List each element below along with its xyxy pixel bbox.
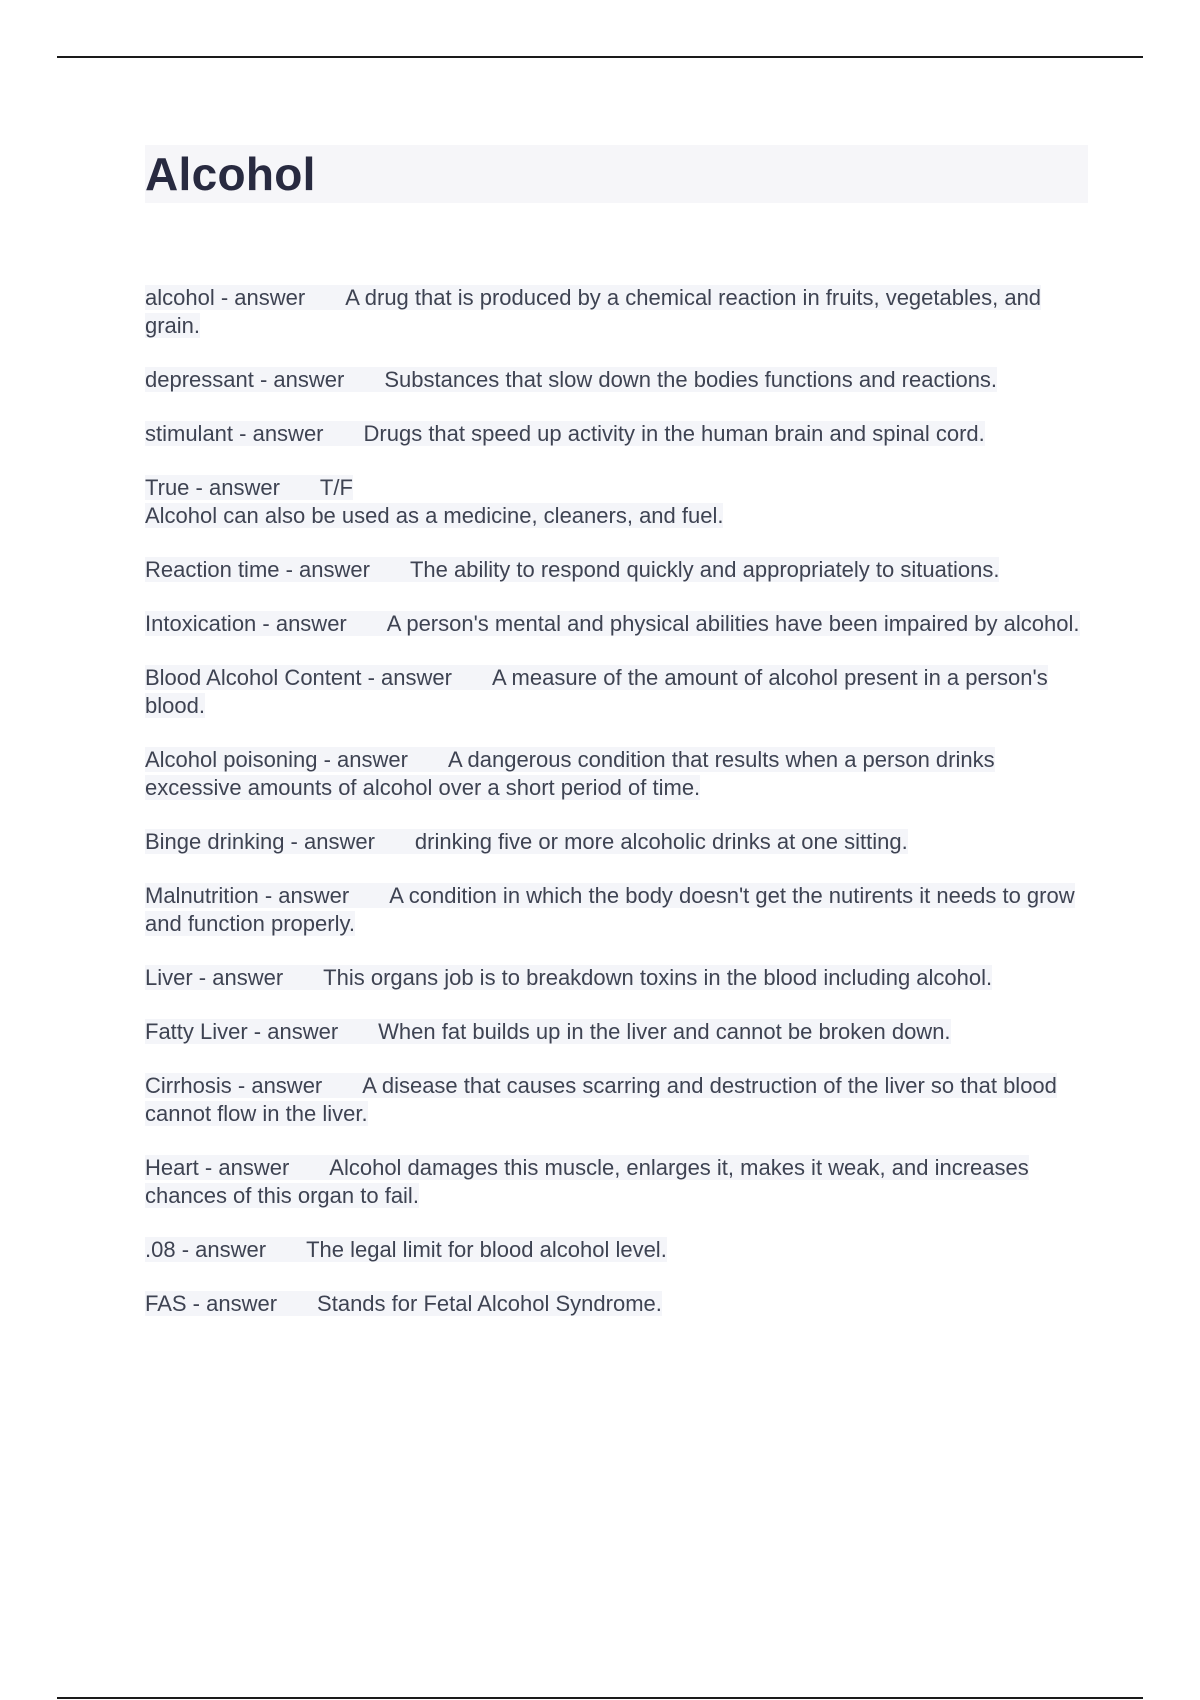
flashcard [145,556,1085,584]
card-term: Liver - answer [145,965,284,990]
flashcard [145,746,1085,802]
flashcard [145,882,1085,938]
flashcard-list [145,284,1085,1344]
card-definition: Drugs that speed up activity in the human brain and spinal cord. [363,421,985,446]
card-term: stimulant - answer [145,421,324,446]
card-term: Heart - answer [145,1155,290,1180]
flashcard [145,474,1085,530]
card-term: alcohol - answer [145,285,306,310]
card-definition: This organs job is to breakdown toxins in the blood including alcohol. [323,965,993,990]
flashcard [145,664,1085,720]
card-term: Blood Alcohol Content - answer [145,665,452,690]
card-definition: A disease that causes scarring and destruction of the liver so that blood cannot flow in the liver. [145,1073,1057,1126]
card-question: Alcohol can also be used as a medicine, cleaners, and fuel. [145,503,724,528]
flashcard [145,366,1085,394]
card-definition: The legal limit for blood alcohol level. [306,1237,667,1262]
card-definition: A measure of the amount of alcohol present in a person's blood. [145,665,1048,718]
bottom-rule [57,1697,1143,1699]
flashcard [145,610,1085,638]
card-term: Cirrhosis - answer [145,1073,323,1098]
page-title: Alcohol [145,148,316,200]
card-definition: A dangerous condition that results when a person drinks excessive amounts of alcohol over a short period of time. [145,747,995,800]
top-rule [57,56,1143,58]
card-definition: The ability to respond quickly and appropriately to situations. [409,557,1000,582]
card-term: Fatty Liver - answer [145,1019,339,1044]
card-definition: A drug that is produced by a chemical reaction in fruits, vegetables, and grain. [145,285,1042,338]
flashcard [145,1072,1085,1128]
card-term: Reaction time - answer [145,557,370,582]
flashcard [145,284,1085,340]
card-definition: T/F [319,475,353,500]
flashcard [145,828,1085,856]
card-definition: Alcohol damages this muscle, enlarges it, makes it weak, and increases chances of this organ to fail. [145,1155,1029,1208]
flashcard [145,1236,1085,1264]
card-definition: drinking five or more alcoholic drinks at one sitting. [414,829,908,854]
flashcard [145,420,1085,448]
flashcard [145,1290,1085,1318]
card-term: Malnutrition - answer [145,883,350,908]
card-term: Alcohol poisoning - answer [145,747,408,772]
flashcard [145,964,1085,992]
card-definition: A person's mental and physical abilities have been impaired by alcohol. [386,611,1080,636]
card-definition: Substances that slow down the bodies functions and reactions. [384,367,998,392]
flashcard [145,1154,1085,1210]
card-term: depressant - answer [145,367,345,392]
card-definition: When fat builds up in the liver and cannot be broken down. [378,1019,951,1044]
card-term: Intoxication - answer [145,611,347,636]
card-term: Binge drinking - answer [145,829,375,854]
card-term: FAS - answer [145,1291,278,1316]
card-definition: Stands for Fetal Alcohol Syndrome. [317,1291,662,1316]
card-term: .08 - answer [145,1237,267,1262]
flashcard [145,1018,1085,1046]
card-definition: A condition in which the body doesn't get the nutirents it needs to grow and function properly. [145,883,1075,936]
card-term: True - answer [145,475,280,500]
